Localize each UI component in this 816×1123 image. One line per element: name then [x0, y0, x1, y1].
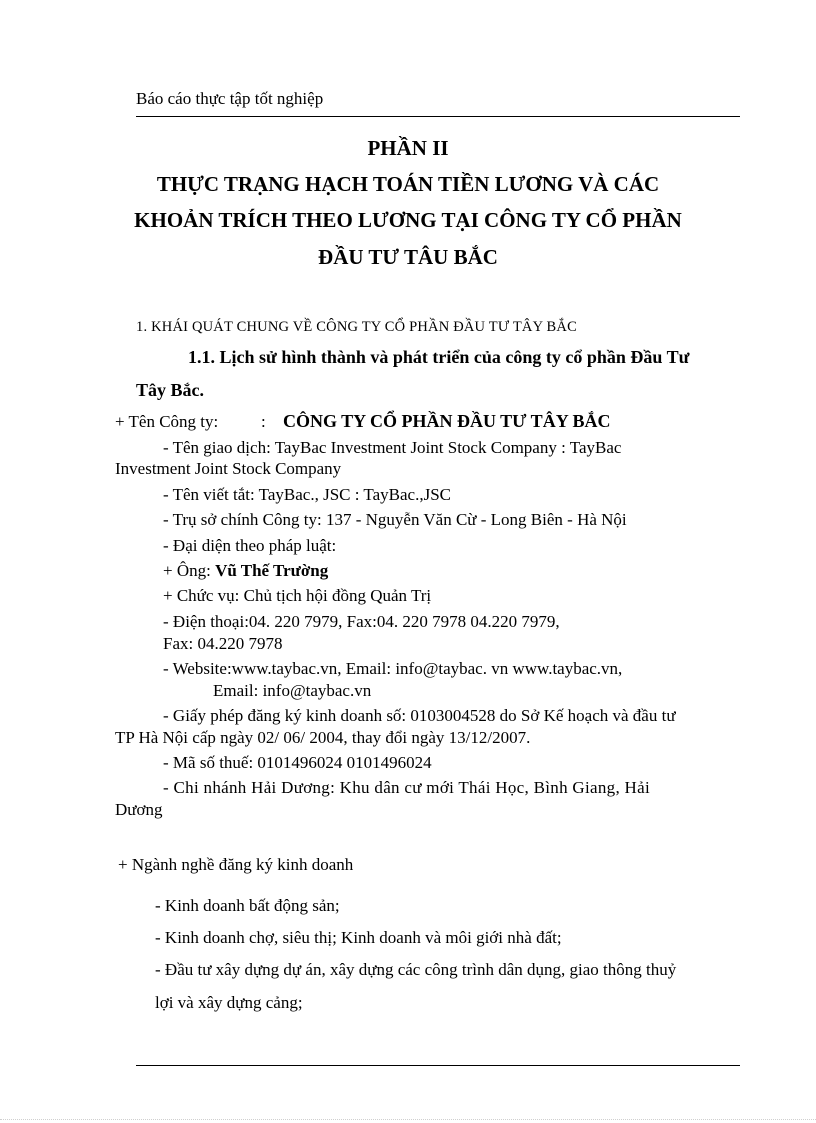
trade-name-line1: - Tên giao dịch: TayBac Investment Joint Stock Company : TayBac: [163, 438, 622, 457]
subsection-title-line1: 1.1. Lịch sử hình thành và phát triển của công ty cổ phần Đầu Tư: [188, 347, 690, 367]
chapter-title-line3: ĐẦU TƯ TÂU BẮC: [318, 245, 498, 269]
representative: [163, 561, 328, 581]
business-item-3-line1: - Đầu tư xây dựng dự án, xây dựng các công trình dân dụng, giao thông thuỷ: [155, 960, 677, 979]
business-item-3-line2: lợi và xây dựng cảng;: [155, 993, 303, 1012]
legal-representative-label: - Đại diện theo pháp luật:: [163, 536, 337, 555]
page-header: Báo cáo thực tập tốt nghiệp: [136, 89, 324, 108]
section-title: 1. KHÁI QUÁT CHUNG VỀ CÔNG TY CỔ PHẦN ĐẦU TƯ TÂY BẮC: [136, 319, 577, 335]
representative-prefix: + Ông:: [163, 561, 216, 580]
subsection-title-line2: Tây Bắc.: [136, 380, 205, 400]
chapter-title-line2: KHOẢN TRÍCH THEO LƯƠNG TẠI CÔNG TY CỔ PHẦN: [134, 208, 682, 232]
chapter-title-line1: THỰC TRẠNG HẠCH TOÁN TIỀN LƯƠNG VÀ CÁC: [156, 172, 660, 196]
representative-name: Vũ Thế Trường: [215, 561, 329, 580]
website-line1: - Website:www.taybac.vn, Email: info@taybac. vn www.taybac.vn,: [163, 659, 623, 678]
website-line2: Email: info@taybac.vn: [213, 681, 372, 700]
business-item-1: - Kinh doanh bất động sản;: [155, 896, 340, 915]
representative-position: + Chức vụ: Chủ tịch hội đồng Quản Trị: [163, 586, 432, 605]
phone-line1: - Điện thoại:04. 220 7979, Fax:04. 220 7978 04.220 7979,: [163, 612, 560, 631]
company-name-value: CÔNG TY CỔ PHẦN ĐẦU TƯ TÂY BẮC: [283, 411, 611, 431]
headquarters: - Trụ sở chính Công ty: 137 - Nguyễn Văn Cừ - Long Biên - Hà Nội: [163, 510, 627, 529]
part-title: PHẦN II: [367, 136, 449, 160]
tax-code: - Mã số thuế: 0101496024 0101496024: [163, 753, 432, 772]
branch-line1: - Chi nhánh Hải Dương: Khu dân cư mới Thái Học, Bình Giang, Hải: [163, 778, 651, 797]
page-bottom-border: [0, 1119, 816, 1120]
branch-line2: Dương: [115, 800, 163, 819]
phone-line2: Fax: 04.220 7978: [163, 634, 283, 653]
license-line1: - Giấy phép đăng ký kinh doanh số: 0103004528 do Sở Kế hoạch và đầu tư: [163, 706, 676, 725]
header-rule: [136, 116, 740, 117]
business-heading: + Ngành nghề đăng ký kinh doanh: [118, 855, 354, 874]
abbreviation: - Tên viết tắt: TayBac., JSC : TayBac.,JSC: [163, 485, 452, 504]
trade-name-line2: Investment Joint Stock Company: [115, 459, 342, 478]
license-line2: TP Hà Nội cấp ngày 02/ 06/ 2004, thay đổi ngày 13/12/2007.: [115, 728, 531, 747]
business-item-2: - Kinh doanh chợ, siêu thị; Kinh doanh và môi giới nhà đất;: [155, 928, 562, 947]
company-name-colon: :: [261, 412, 266, 431]
footer-rule: [136, 1065, 740, 1066]
company-name-label: + Tên Công ty:: [115, 412, 219, 431]
